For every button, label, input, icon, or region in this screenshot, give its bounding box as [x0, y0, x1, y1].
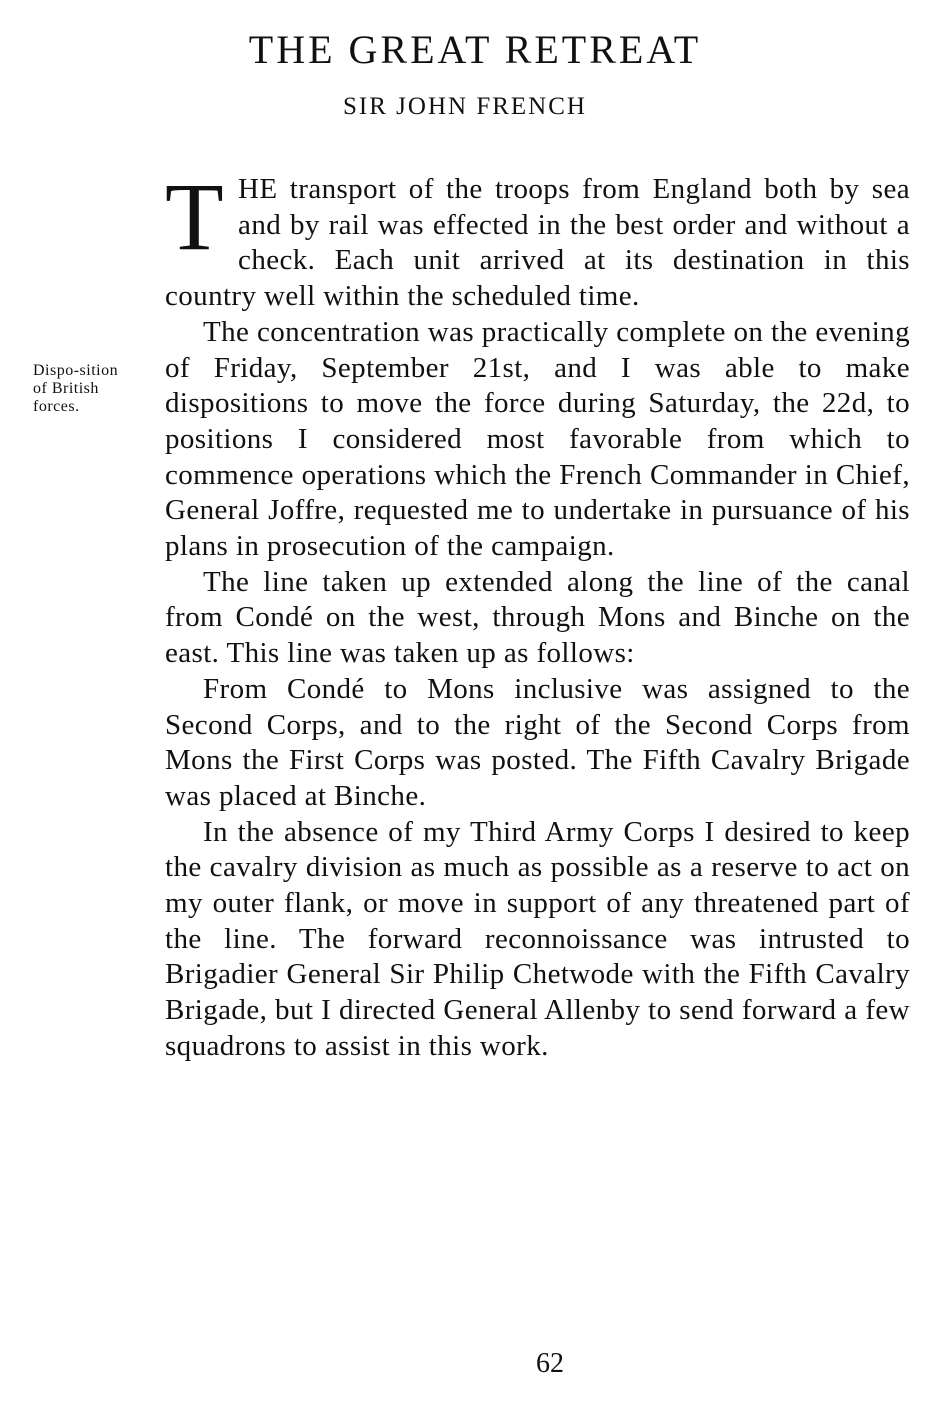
paragraph-5: In the absence of my Third Army Corps I desired to keep the cavalry division as much as possible as a reserve to act on my outer flank, or move in support of any threatened part of the line. The forward reconnoissance was intrusted to Brigadier General Sir Philip Chetwode with the Fifth Cavalry Brigade, but I directed General Allenby to send forward a few squadrons to assist in this work.	[165, 815, 910, 1062]
paragraph-1-text: HE transport of the troops from England both by sea and by rail was effected in the best order and without a check. Each unit arrived at its destination in this country well within the scheduled time.	[165, 173, 910, 313]
author-name: SIR JOHN FRENCH	[343, 93, 587, 120]
chapter-title: THE GREAT RETREAT	[248, 27, 702, 72]
body-text	[165, 163, 910, 1065]
margin-note: Dispo-sition of British forces.	[33, 362, 119, 415]
paragraph-2: The concentration was practically complete on the evening of Friday, September 21st, and I was able to make dispositions to move the force during Saturday, the 22d, to positions I considered most favorable from which to commence operations which the French Commander in Chief, General Joffre, requested me to undertake in pursuance of his plans in prosecution of the campaign.	[165, 315, 910, 563]
paragraph-4: From Condé to Mons inclusive was assigned to the Second Corps, and to the right of the Second Corps from Mons the First Corps was posted. The Fifth Cavalry Brigade was placed at Binche.	[165, 672, 910, 812]
paragraph-1	[165, 163, 910, 315]
page-number: 62	[536, 1348, 564, 1379]
paragraph-3: The line taken up extended along the line of the canal from Condé on the west, through Mons and Binche on the east. This line was taken up as follows:	[165, 565, 910, 670]
drop-cap: T	[165, 163, 225, 270]
